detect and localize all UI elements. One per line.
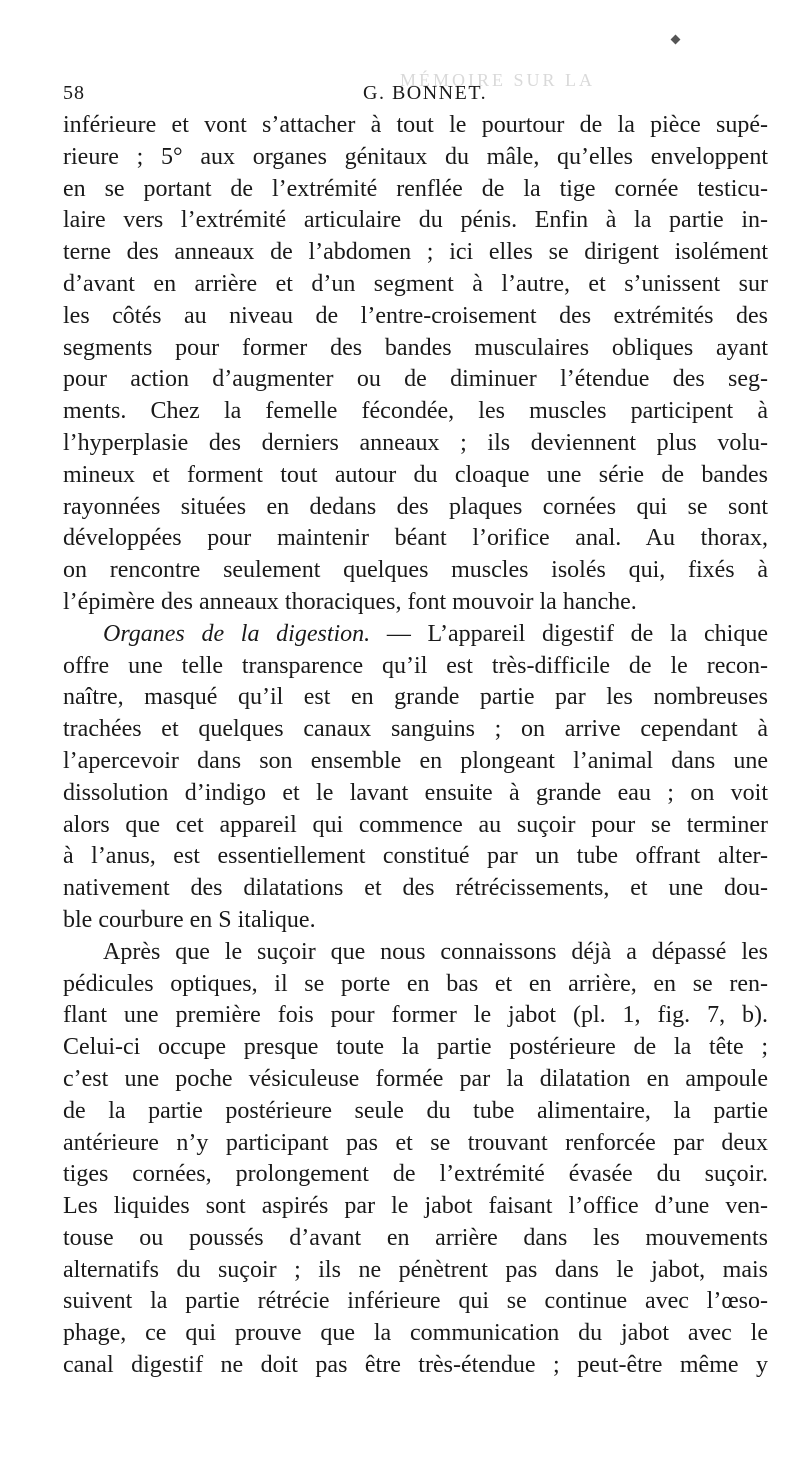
text-line: les côtés au niveau de l’entre-croisement des extrémités des (63, 302, 768, 329)
text-line: de la partie postérieure seule du tube alimentaire, la partie (63, 1097, 768, 1124)
section-heading: Organes de la digestion. (103, 620, 371, 647)
text-line: mineux et forment tout autour du cloaque une série de bandes (63, 461, 768, 488)
text-line: alors que cet appareil qui commence au suçoir pour se terminer (63, 811, 768, 838)
text-line: tiges cornées, prolongement de l’extrémité évasée du suçoir. (63, 1161, 768, 1188)
text-line: alternatifs du suçoir ; ils ne pénètrent pas dans le jabot, mais (63, 1256, 768, 1283)
text-line: rayonnées situées en dedans des plaques cornées qui se sont (63, 493, 768, 520)
running-head: G. BONNET. (363, 82, 488, 104)
text-line: d’avant en arrière et d’un segment à l’autre, et s’unissent sur (63, 270, 768, 297)
text-line: phage, ce qui prouve que la communication du jabot avec le (63, 1320, 768, 1347)
bleed-through-text: MÉMOIRE SUR LA (400, 70, 596, 90)
text-line: suivent la partie rétrécie inférieure qui se continue avec l’œso- (63, 1288, 768, 1315)
text-line: antérieure n’y participant pas et se trouvant renforcée par deux (63, 1129, 768, 1156)
section-heading-line (63, 619, 768, 651)
text-line: touse ou poussés d’avant en arrière dans les mouvements (63, 1224, 768, 1251)
text-line: offre une telle transparence qu’il est très-difficile de le recon- (63, 652, 768, 679)
text-line: Celui-ci occupe presque toute la partie postérieure de la tête ; (63, 1034, 768, 1061)
body-text (63, 110, 768, 1382)
text-line: en se portant de l’extrémité renflée de la tige cornée testicu- (63, 175, 768, 202)
text-line: on rencontre seulement quelques muscles isolés qui, fixés à (63, 557, 768, 584)
text-line: développées pour maintenir béant l’orifice anal. Au thorax, (63, 525, 768, 552)
text-line: pédicules optiques, il se porte en bas et en arrière, en se ren- (63, 970, 768, 997)
text-line: trachées et quelques canaux sanguins ; on arrive cependant à (63, 716, 768, 743)
text-line-rest: — L’appareil digestif de la chique (370, 620, 768, 647)
text-line: laire vers l’extrémité articulaire du pénis. Enfin à la partie in- (63, 207, 768, 234)
text-line: ble courbure en S italique. (63, 906, 316, 933)
scan-mark (671, 35, 681, 45)
text-line: Les liquides sont aspirés par le jabot faisant l’office d’une ven- (63, 1193, 768, 1220)
text-line: terne des anneaux de l’abdomen ; ici elles se dirigent isolément (63, 239, 768, 266)
text-line: naître, masqué qu’il est en grande partie par les nombreuses (63, 684, 768, 711)
text-line: à l’anus, est essentiellement constitué par un tube offrant alter- (63, 843, 768, 870)
text-line: pour action d’augmenter ou de diminuer l’étendue des seg- (63, 366, 768, 393)
text-line: c’est une poche vésiculeuse formée par la dilatation en ampoule (63, 1065, 768, 1092)
text-line: nativement des dilatations et des rétrécissements, et une dou- (63, 875, 768, 902)
text-line: l’épimère des anneaux thoraciques, font mouvoir la hanche. (63, 588, 637, 615)
page-number: 58 (63, 82, 85, 104)
text-line: l’apercevoir dans son ensemble en plongeant l’animal dans une (63, 747, 768, 774)
text-line: rieure ; 5° aux organes génitaux du mâle, qu’elles enveloppent (63, 143, 768, 170)
text-line: inférieure et vont s’attacher à tout le pourtour de la pièce supé- (63, 112, 768, 138)
text-line: l’hyperplasie des derniers anneaux ; ils deviennent plus volu- (63, 429, 768, 456)
text-line: dissolution d’indigo et le lavant ensuite à grande eau ; on voit (63, 779, 768, 806)
text-line: canal digestif ne doit pas être très-étendue ; peut-être même y (63, 1352, 768, 1379)
text-line: ments. Chez la femelle fécondée, les muscles participent à (63, 398, 768, 425)
text-line: Après que le suçoir que nous connaissons déjà a dépassé les (103, 938, 768, 965)
text-line: flant une première fois pour former le jabot (pl. 1, fig. 7, b). (63, 1002, 768, 1029)
text-line: segments pour former des bandes musculaires obliques ayant (63, 334, 768, 361)
